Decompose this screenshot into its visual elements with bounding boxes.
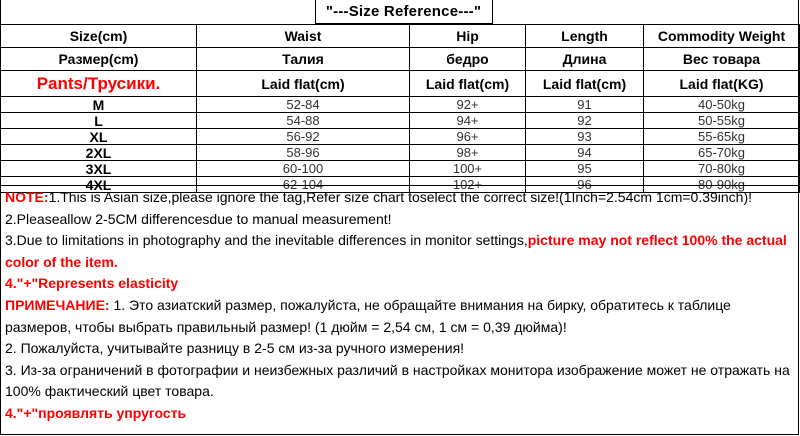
header-waist: Waist: [197, 25, 410, 48]
hip-cell: 102+: [410, 177, 526, 193]
size-cell: 2XL: [1, 145, 197, 161]
note-3-warning: picture may not reflect 100% the actual color of the item.: [5, 232, 787, 270]
table-row: [1, 145, 800, 161]
size-cell: XL: [1, 129, 197, 145]
note-2: 2.Pleaseallow 2-5CM differencesdue to manual measurement!: [5, 210, 392, 227]
size-cell: M: [1, 97, 197, 113]
size-cell: 3XL: [1, 161, 197, 177]
note-ru-3: 3. Из-за ограничений в фотографии и неизбежных различий в настройках монитора изображение может не отражать на 100% фактический цвет товара.: [5, 361, 790, 400]
length-cell: 96: [526, 177, 644, 193]
size-cell: L: [1, 113, 197, 129]
length-cell: 92: [526, 113, 644, 129]
hip-cell: 92+: [410, 97, 526, 113]
notes-section: [0, 185, 799, 425]
header-weight-ru: Вес товара: [644, 48, 800, 71]
table-row: [1, 161, 800, 177]
waist-cell: 58-96: [197, 145, 410, 161]
waist-cell: 60-100: [197, 161, 410, 177]
weight-cell: 80-90kg: [644, 177, 800, 193]
hip-cell: 94+: [410, 113, 526, 129]
size-reference-title: "---Size Reference---": [315, 0, 493, 24]
length-cell: 95: [526, 161, 644, 177]
size-cell: 4XL: [1, 177, 197, 193]
waist-cell: 56-92: [197, 129, 410, 145]
weight-cell: 50-55kg: [644, 113, 800, 129]
note-1: [5, 187, 799, 209]
length-cell: 91: [526, 97, 644, 113]
weight-cell: 65-70kg: [644, 145, 800, 161]
header-waist-ru: Талия: [197, 48, 410, 71]
header-length-ru: Длина: [526, 48, 644, 71]
header-weight: Commodity Weight: [644, 25, 800, 48]
header-hip-ru: бедро: [410, 48, 526, 71]
note-3: [5, 230, 799, 273]
title-bar: [0, 0, 800, 24]
waist-cell: 54-88: [197, 113, 410, 129]
table-row: [1, 129, 800, 145]
hip-cell: 98+: [410, 145, 526, 161]
note-ru-1: [5, 295, 799, 338]
note-ru-label: ПРИМЕЧАНИЕ:: [5, 296, 110, 313]
hip-cell: 100+: [410, 161, 526, 177]
header-row-method: [1, 71, 800, 97]
header-size: Size(cm): [1, 25, 197, 48]
header-row-russian: [1, 48, 800, 71]
method-waist: Laid flat(cm): [197, 71, 410, 97]
method-weight: Laid flat(KG): [644, 71, 800, 97]
waist-cell: 52-84: [197, 97, 410, 113]
size-table: [0, 24, 800, 193]
waist-cell: 62-104: [197, 177, 410, 193]
note-4: 4."+"Represents elasticity: [5, 275, 179, 292]
weight-cell: 55-65kg: [644, 129, 800, 145]
table-row: [1, 97, 800, 113]
table-row: [1, 113, 800, 129]
weight-cell: 40-50kg: [644, 97, 800, 113]
note-ru-4: 4."+"проявлять упругость: [5, 404, 187, 421]
note-3-text: 3.Due to limitations in photography and the inevitable differences in monitor settings,: [5, 232, 528, 249]
hip-cell: 96+: [410, 129, 526, 145]
note-label: NOTE:: [5, 189, 49, 205]
length-cell: 94: [526, 145, 644, 161]
method-hip: Laid flat(cm): [410, 71, 526, 97]
length-cell: 93: [526, 129, 644, 145]
header-size-ru: Размер(cm): [1, 48, 197, 71]
note-ru-2: 2. Пожалуйста, учитывайте разницу в 2-5 см из-за ручного измерения!: [5, 340, 465, 357]
header-hip: Hip: [410, 25, 526, 48]
note-1-text: 1.This is Asian size,please ignore the tag,Refer size chart toselect the correct size!(1Inch=2.54cm 1cm=0.39inch)!: [48, 189, 753, 205]
weight-cell: 70-80kg: [644, 161, 800, 177]
header-row-english: [1, 25, 800, 48]
header-length: Length: [526, 25, 644, 48]
note-ru-1-text: 1. Это азиатский размер, пожалуйста, не обращайте внимания на бирку, обратитесь к таблице размеров, чтобы выбрать правильный размер! (1 дюйм = 2,54 см, 1 см = 0,39 дюйма)!: [5, 296, 731, 335]
product-type-label: Pants/Трусики.: [1, 71, 197, 97]
method-length: Laid flat(cm): [526, 71, 644, 97]
